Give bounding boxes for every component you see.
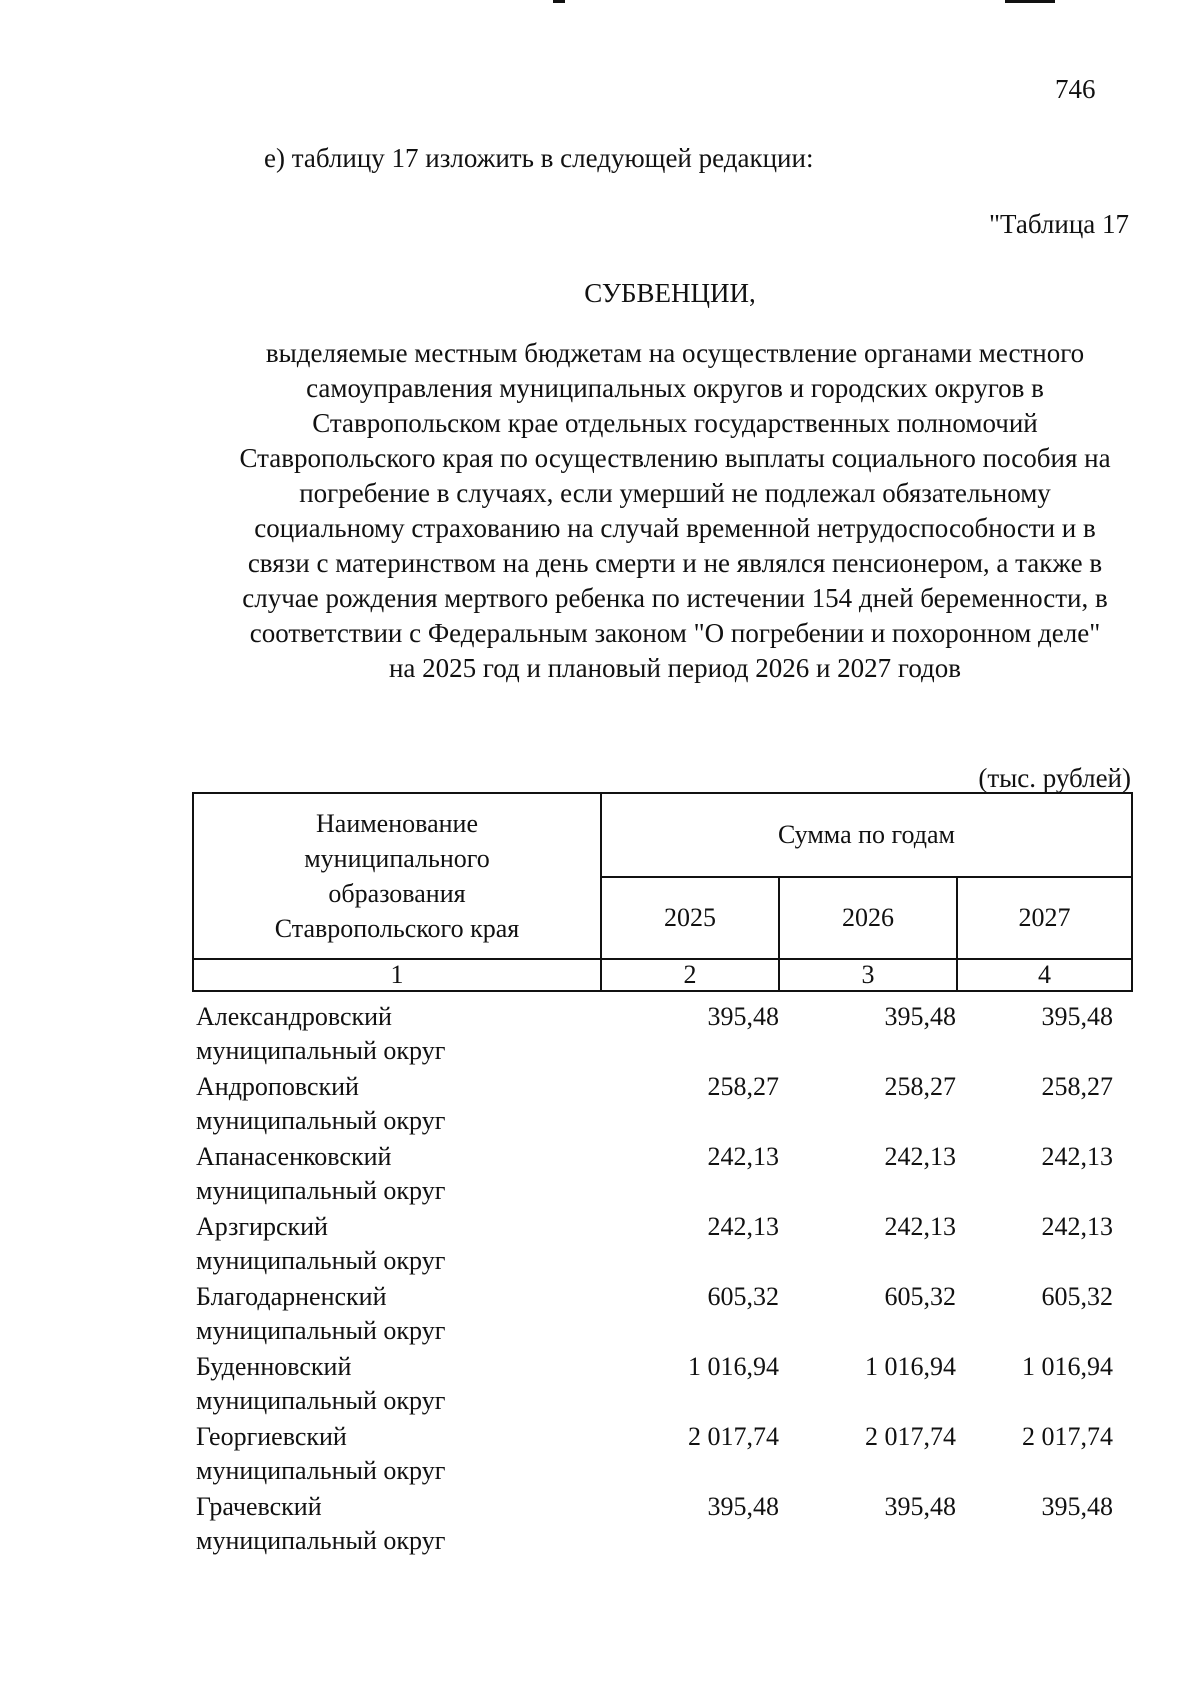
value-2027: 395,48 <box>1041 1002 1113 1031</box>
crop-mark <box>1005 0 1055 3</box>
page-number: 746 <box>1055 74 1096 104</box>
subtitle-line: социальному страхованию на случай временной нетрудоспособности и в <box>254 513 1096 543</box>
value-2027: 395,48 <box>1041 1492 1113 1521</box>
column-number: 2 <box>601 959 779 991</box>
table-row <box>196 1280 1131 1350</box>
municipality-name: Апанасенковский <box>196 1142 392 1171</box>
municipality-type: муниципальный округ <box>196 1316 446 1345</box>
value-2025: 258,27 <box>707 1072 779 1101</box>
table-row <box>196 1210 1131 1280</box>
top-crop-marks <box>0 0 1200 6</box>
sum-by-years-header: Сумма по годам <box>601 793 1132 877</box>
subtitle-line: Ставропольском крае отдельных государственных полномочий <box>312 408 1038 438</box>
value-2025: 2 017,74 <box>688 1422 779 1451</box>
municipality-name: Георгиевский <box>196 1422 347 1451</box>
municipality-type: муниципальный округ <box>196 1246 446 1275</box>
subtitle-line: самоуправления муниципальных округов и городских округов в <box>306 373 1044 403</box>
municipality-type: муниципальный округ <box>196 1386 446 1415</box>
value-2027: 258,27 <box>1041 1072 1113 1101</box>
value-2025: 605,32 <box>707 1282 779 1311</box>
table-row <box>196 1490 1131 1560</box>
value-2026: 242,13 <box>884 1212 956 1241</box>
document-title: СУБВЕНЦИИ, <box>584 278 756 308</box>
municipality-name: Благодарненский <box>196 1282 387 1311</box>
municipality-type: муниципальный округ <box>196 1456 446 1485</box>
table-body <box>196 1000 1131 1560</box>
value-2026: 395,48 <box>884 1002 956 1031</box>
table-header <box>192 792 1133 992</box>
value-2027: 2 017,74 <box>1022 1422 1113 1451</box>
value-2025: 242,13 <box>707 1212 779 1241</box>
subtitle-line: выделяемые местным бюджетам на осуществление органами местного <box>265 338 1085 368</box>
document-subtitle <box>195 336 1155 686</box>
subtitle-line: погребение в случаях, если умерший не подлежал обязательному <box>299 478 1051 508</box>
table-row <box>196 1420 1131 1490</box>
units-label: (тыс. рублей) <box>978 763 1131 793</box>
municipality-type: муниципальный округ <box>196 1036 446 1065</box>
value-2026: 258,27 <box>884 1072 956 1101</box>
municipality-type: муниципальный округ <box>196 1526 446 1555</box>
header-line: муниципального <box>304 844 490 873</box>
subtitle-line: случае рождения мертвого ребенка по истечении 154 дней беременности, в <box>242 583 1108 613</box>
intro-text: е) таблицу 17 изложить в следующей редакции: <box>264 143 814 173</box>
municipality-name: Буденновский <box>196 1352 352 1381</box>
value-2027: 1 016,94 <box>1022 1352 1113 1381</box>
value-2025: 242,13 <box>707 1142 779 1171</box>
crop-mark <box>553 0 565 3</box>
table-row <box>196 1140 1131 1210</box>
value-2026: 395,48 <box>884 1492 956 1521</box>
column-number: 1 <box>193 959 601 991</box>
municipality-name: Андроповский <box>196 1072 359 1101</box>
subtitle-line: соответствии с Федеральным законом "О погребении и похоронном деле" <box>249 618 1101 648</box>
column-number: 4 <box>957 959 1132 991</box>
table-row <box>196 1070 1131 1140</box>
year-header-2027: 2027 <box>957 877 1132 959</box>
municipality-name: Александровский <box>196 1002 392 1031</box>
value-2025: 395,48 <box>707 1002 779 1031</box>
year-header-2025: 2025 <box>601 877 779 959</box>
value-2027: 242,13 <box>1041 1212 1113 1241</box>
value-2027: 242,13 <box>1041 1142 1113 1171</box>
year-header-2026: 2026 <box>779 877 957 959</box>
municipality-name: Арзгирский <box>196 1212 328 1241</box>
header-line: Наименование <box>316 809 478 838</box>
name-column-header <box>193 793 601 959</box>
subtitle-line: Ставропольского края по осуществлению выплаты социального пособия на <box>239 443 1111 473</box>
table-label: "Таблица 17 <box>989 209 1129 239</box>
value-2026: 605,32 <box>884 1282 956 1311</box>
header-line: Ставропольского края <box>274 914 520 943</box>
value-2025: 395,48 <box>707 1492 779 1521</box>
municipality-type: муниципальный округ <box>196 1176 446 1205</box>
value-2027: 605,32 <box>1041 1282 1113 1311</box>
subtitle-line: на 2025 год и плановый период 2026 и 2027 годов <box>388 653 962 683</box>
column-number: 3 <box>779 959 957 991</box>
municipality-name: Грачевский <box>196 1492 322 1521</box>
table-row <box>196 1000 1131 1070</box>
value-2025: 1 016,94 <box>688 1352 779 1381</box>
value-2026: 2 017,74 <box>865 1422 956 1451</box>
table-row <box>196 1350 1131 1420</box>
value-2026: 242,13 <box>884 1142 956 1171</box>
header-line: образования <box>328 879 466 908</box>
value-2026: 1 016,94 <box>865 1352 956 1381</box>
subtitle-line: связи с материнством на день смерти и не являлся пенсионером, а также в <box>247 548 1103 578</box>
municipality-type: муниципальный округ <box>196 1106 446 1135</box>
